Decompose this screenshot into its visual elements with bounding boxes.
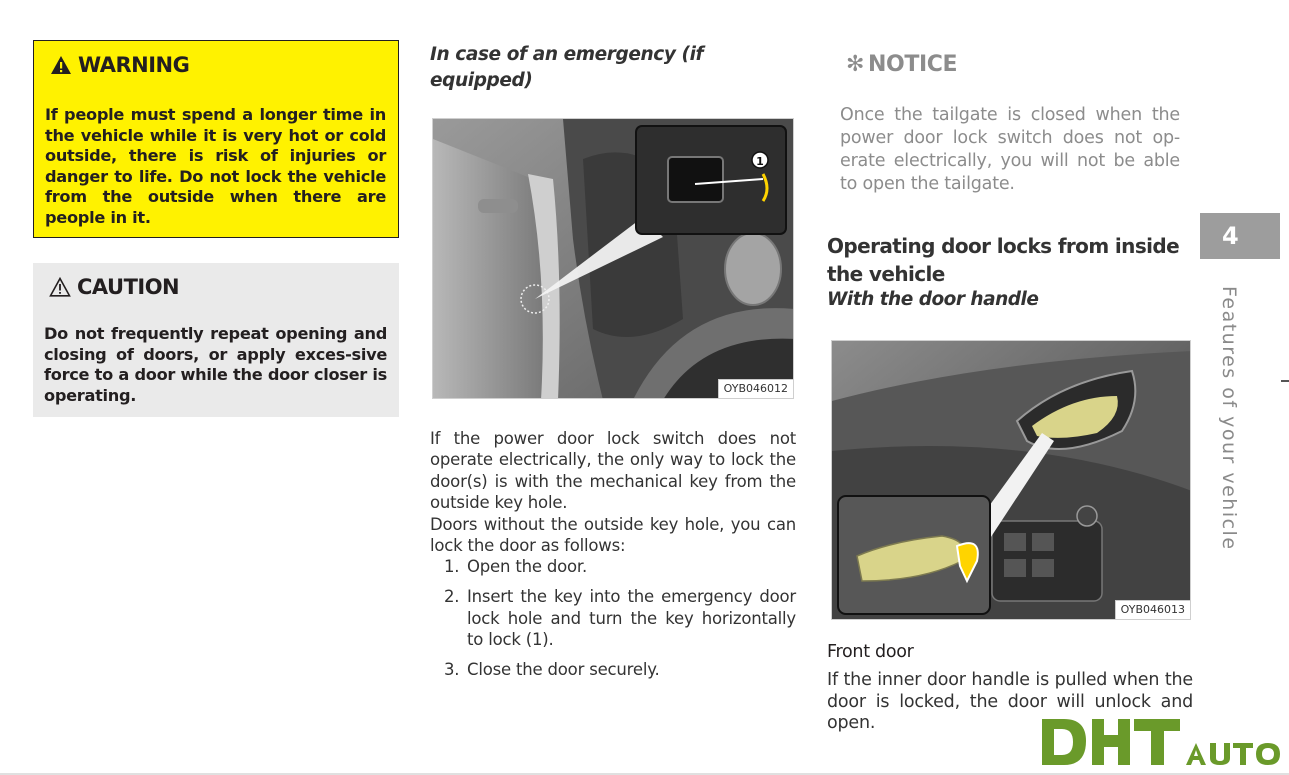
- door-lock-illustration: [433, 119, 794, 399]
- notice-body: Once the tailgate is closed when the power door lock switch does not op-erate electrically, you will not be able to open the tailgate.: [840, 105, 1180, 194]
- list-item: 2. Insert the key into the emergency door lock hole and turn the key horizontally to lock (1).: [444, 587, 796, 649]
- figure-label-oyb046012: OYB046012: [718, 379, 793, 398]
- emergency-heading: In case of an emergency (if equipped): [430, 44, 704, 91]
- watermark-logo: [1040, 713, 1285, 771]
- figure-label-oyb046013: OYB046013: [1115, 600, 1190, 619]
- warning-box: [33, 40, 399, 238]
- callout-number: 1: [756, 155, 764, 168]
- emergency-paragraph-1: If the power door lock switch does not operate electrically, the only way to lock the door(s) is with the mechanical key from the outside key hole.: [430, 429, 796, 512]
- notice-title-text: NOTICE: [868, 52, 958, 77]
- list-item: 3. Close the door securely.: [444, 660, 660, 680]
- front-door-text: If the inner door handle is pulled when the door is locked, the door will unlock and open.: [827, 670, 1193, 733]
- warning-triangle-icon: [50, 55, 72, 75]
- emergency-steps: [430, 556, 796, 689]
- warning-body: If people must spend a longer time in the vehicle while it is very hot or cold outside, there is risk of injuries or danger to life. Do not lock the vehicle from the outside when there are people in it.: [45, 105, 386, 227]
- chapter-title-vertical: Features of your vehicle: [1218, 286, 1240, 551]
- front-door-title: Front door: [827, 642, 914, 662]
- page-dash: [1281, 380, 1289, 382]
- door-handle-illustration: [832, 341, 1191, 620]
- chapter-number-tab: 4: [1200, 213, 1280, 259]
- asterisk-icon: ✻: [846, 52, 865, 77]
- door-handle-figure: [831, 340, 1191, 620]
- dht-auto-logo-icon: [1040, 713, 1285, 771]
- notice-title: [846, 52, 957, 77]
- warning-title-text: WARNING: [78, 53, 190, 77]
- inside-heading: Operating door locks from inside the vehicle: [827, 234, 1180, 286]
- emergency-figure: [432, 118, 794, 399]
- warning-title: [50, 53, 189, 77]
- inside-subheading: With the door handle: [827, 289, 1039, 310]
- list-item: 1. Open the door.: [444, 557, 588, 576]
- caution-triangle-icon: [49, 277, 71, 297]
- emergency-paragraph-2: Doors without the outside key hole, you can lock the door as follows:: [430, 515, 796, 556]
- caution-box: [33, 263, 399, 417]
- caution-title: [49, 275, 179, 299]
- caution-title-text: CAUTION: [77, 275, 180, 299]
- caution-body: Do not frequently repeat opening and closing of doors, or apply exces-sive force to a door while the door closer is operating.: [44, 324, 387, 405]
